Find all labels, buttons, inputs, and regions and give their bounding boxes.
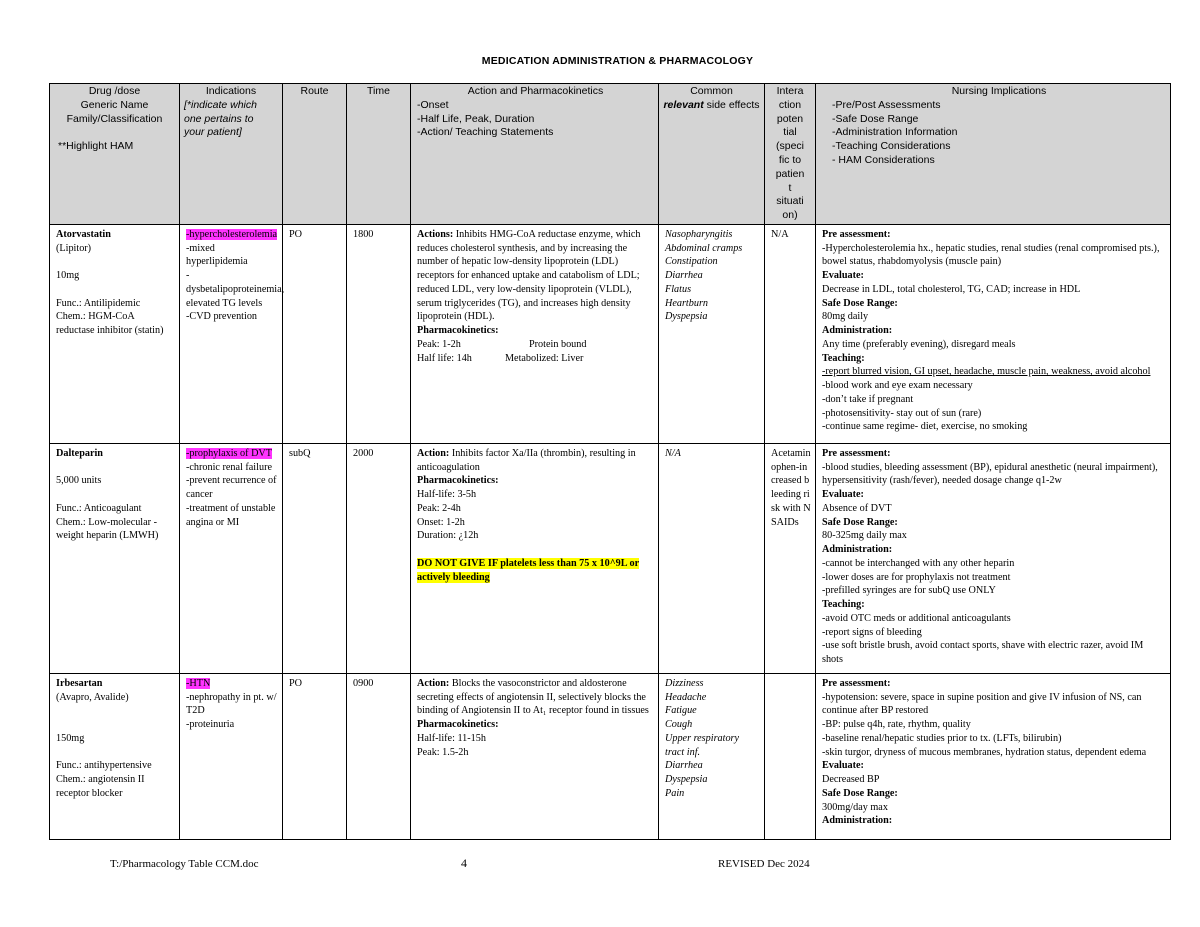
header-route: Route (283, 84, 347, 225)
drug-cell: Atorvastatin (Lipitor) 10mg Func.: Antilipidemic Chem.: HGM-CoA reductase inhibitor (statin) (50, 224, 180, 443)
header-nursing: Nursing Implications -Pre/Post Assessments -Safe Dose Range -Administration Information -Teaching Considerations - HAM Considerations (816, 84, 1171, 225)
footer-page-number: 4 (461, 856, 467, 870)
table-row (50, 443, 1171, 673)
header-action: Action and Pharmacokinetics -Onset -Half Life, Peak, Duration -Action/ Teaching Statements (411, 84, 659, 225)
side-effects-cell: Dizziness Headache Fatigue Cough Upper respiratory tract inf. Diarrhea Dyspepsia Pain (659, 673, 765, 839)
side-effects-cell: Nasopharyngitis Abdominal cramps Constipation Diarrhea Flatus Heartburn Dyspepsia (659, 224, 765, 443)
document-title: MEDICATION ADMINISTRATION & PHARMACOLOGY (481, 55, 754, 67)
route-cell: subQ (283, 443, 347, 673)
nursing-cell: Pre assessment: -hypotension: severe, space in supine position and give IV infusion of NS, can continue after BP restored -BP: pulse q4h, rate, rhythm, quality -baseline renal/hepatic studies prior to tx. (LFTs, bilirubin) -skin turgor, dryness of mucous membranes, hydration status, dependent edema Evaluate: Decreased BP Safe Dose Range: 300mg/day max Administration: (816, 673, 1171, 839)
drug-name: Dalteparin (56, 447, 103, 459)
route-cell: PO (283, 224, 347, 443)
drug-name: Irbesartan (56, 677, 103, 689)
footer-revised: REVISED Dec 2024 (718, 858, 810, 870)
header-side-effects: Common relevant side effects (659, 84, 765, 225)
side-effects-cell: N/A (659, 443, 765, 673)
action-cell: Action: Blocks the vasoconstrictor and aldosterone secreting effects of angiotensin II, selectively blocks the binding of Angiotensin II to At₁ receptor found in tissues Pharmacokinetics: Half-life: 11-15h Peak: 1.5-2h (411, 673, 659, 839)
highlighted-indication: -hypercholesterolemia (186, 228, 278, 240)
interaction-cell: N/A (765, 224, 816, 443)
header-time: Time (347, 84, 411, 225)
action-cell: Actions: Inhibits HMG-CoA reductase enzyme, which reduces cholesterol synthesis, and by increasing the number of hepatic low-density lipoprotein (LDL) receptors for enhanced uptake and catabolism of LDL; reduced LDL, very low-density lipoprotein (VLDL), serum triglycerides (TG), and increases high density lipoprotein (HDL). Pharmacokinetics: Peak: 1-2h Protein bound Half life: 14h Metabolized: Liver (411, 224, 659, 443)
header-row (50, 84, 1171, 225)
time-cell: 1800 (347, 224, 411, 443)
interaction-cell: Acetaminophen-increased bleeding risk with NSAIDs (765, 443, 816, 673)
drug-cell: Dalteparin 5,000 units Func.: Anticoagulant Chem.: Low-molecular -weight heparin (LMWH) (50, 443, 180, 673)
drug-name: Atorvastatin (56, 228, 111, 240)
warning-text: DO NOT GIVE IF platelets less than 75 x 10^9L or actively bleeding (417, 557, 640, 583)
interaction-cell (765, 673, 816, 839)
action-cell: Action: Inhibits factor Xa/IIa (thrombin), resulting in anticoagulation Pharmacokinetics: Half-life: 3-5h Peak: 2-4h Onset: 1-2h Duration: ¿12h DO NOT GIVE IF platelets less than 75 x 10^9L or actively bleeding (411, 443, 659, 673)
header-indications: Indications [*indicate which one pertains to your patient] (180, 84, 283, 225)
header-interaction: Intera ction poten tial (speci fic to patien t situati on) (765, 84, 816, 225)
drug-cell: Irbesartan (Avapro, Avalide) 150mg Func.: antihypertensive Chem.: angiotensin II receptor blocker (50, 673, 180, 839)
highlighted-indication: -prophylaxis of DVT (186, 447, 273, 459)
footer-filename: T:/Pharmacology Table CCM.doc (110, 858, 259, 870)
medication-table (49, 83, 1171, 840)
nursing-cell: Pre assessment: -blood studies, bleeding assessment (BP), epidural anesthetic (neural impairment), hypersensitivity (rash/fever), needed dosage change q1-2w Evaluate: Absence of DVT Safe Dose Range: 80-325mg daily max Administration: -cannot be interchanged with any other heparin -lower doses are for prophylaxis not treatment -prefilled syringes are for subQ use ONLY Teaching: -avoid OTC meds or additional anticoagulants -report signs of bleeding -use soft bristle brush, avoid contact sports, shave with electric razer, avoid IM shots (816, 443, 1171, 673)
indications-cell: -hypercholesterolemia -mixed hyperlipidemia -dysbetalipoproteinemia, elevated TG levels -CVD prevention (180, 224, 283, 443)
indications-cell: -prophylaxis of DVT -chronic renal failure -prevent recurrence of cancer -treatment of unstable angina or MI (180, 443, 283, 673)
highlighted-indication: -HTN (186, 677, 211, 689)
table-row (50, 673, 1171, 839)
indications-cell: -HTN -nephropathy in pt. w/ T2D -proteinuria (180, 673, 283, 839)
nursing-cell: Pre assessment: -Hypercholesterolemia hx., hepatic studies, renal studies (renal compromised pts.), bowel status, rhabdomyolysis (muscle pain) Evaluate: Decrease in LDL, total cholesterol, TG, CAD; increase in HDL Safe Dose Range: 80mg daily Administration: Any time (preferably evening), disregard meals Teaching: -report blurred vision, GI upset, headache, muscle pain, weakness, avoid alcohol -blood work and eye exam necessary -don’t take if pregnant -photosensitivity- stay out of sun (rare) -continue same regime- diet, exercise, no smoking (816, 224, 1171, 443)
route-cell: PO (283, 673, 347, 839)
time-cell: 0900 (347, 673, 411, 839)
table-row (50, 224, 1171, 443)
time-cell: 2000 (347, 443, 411, 673)
header-drug: Drug /dose Generic Name Family/Classification **Highlight HAM (50, 84, 180, 225)
